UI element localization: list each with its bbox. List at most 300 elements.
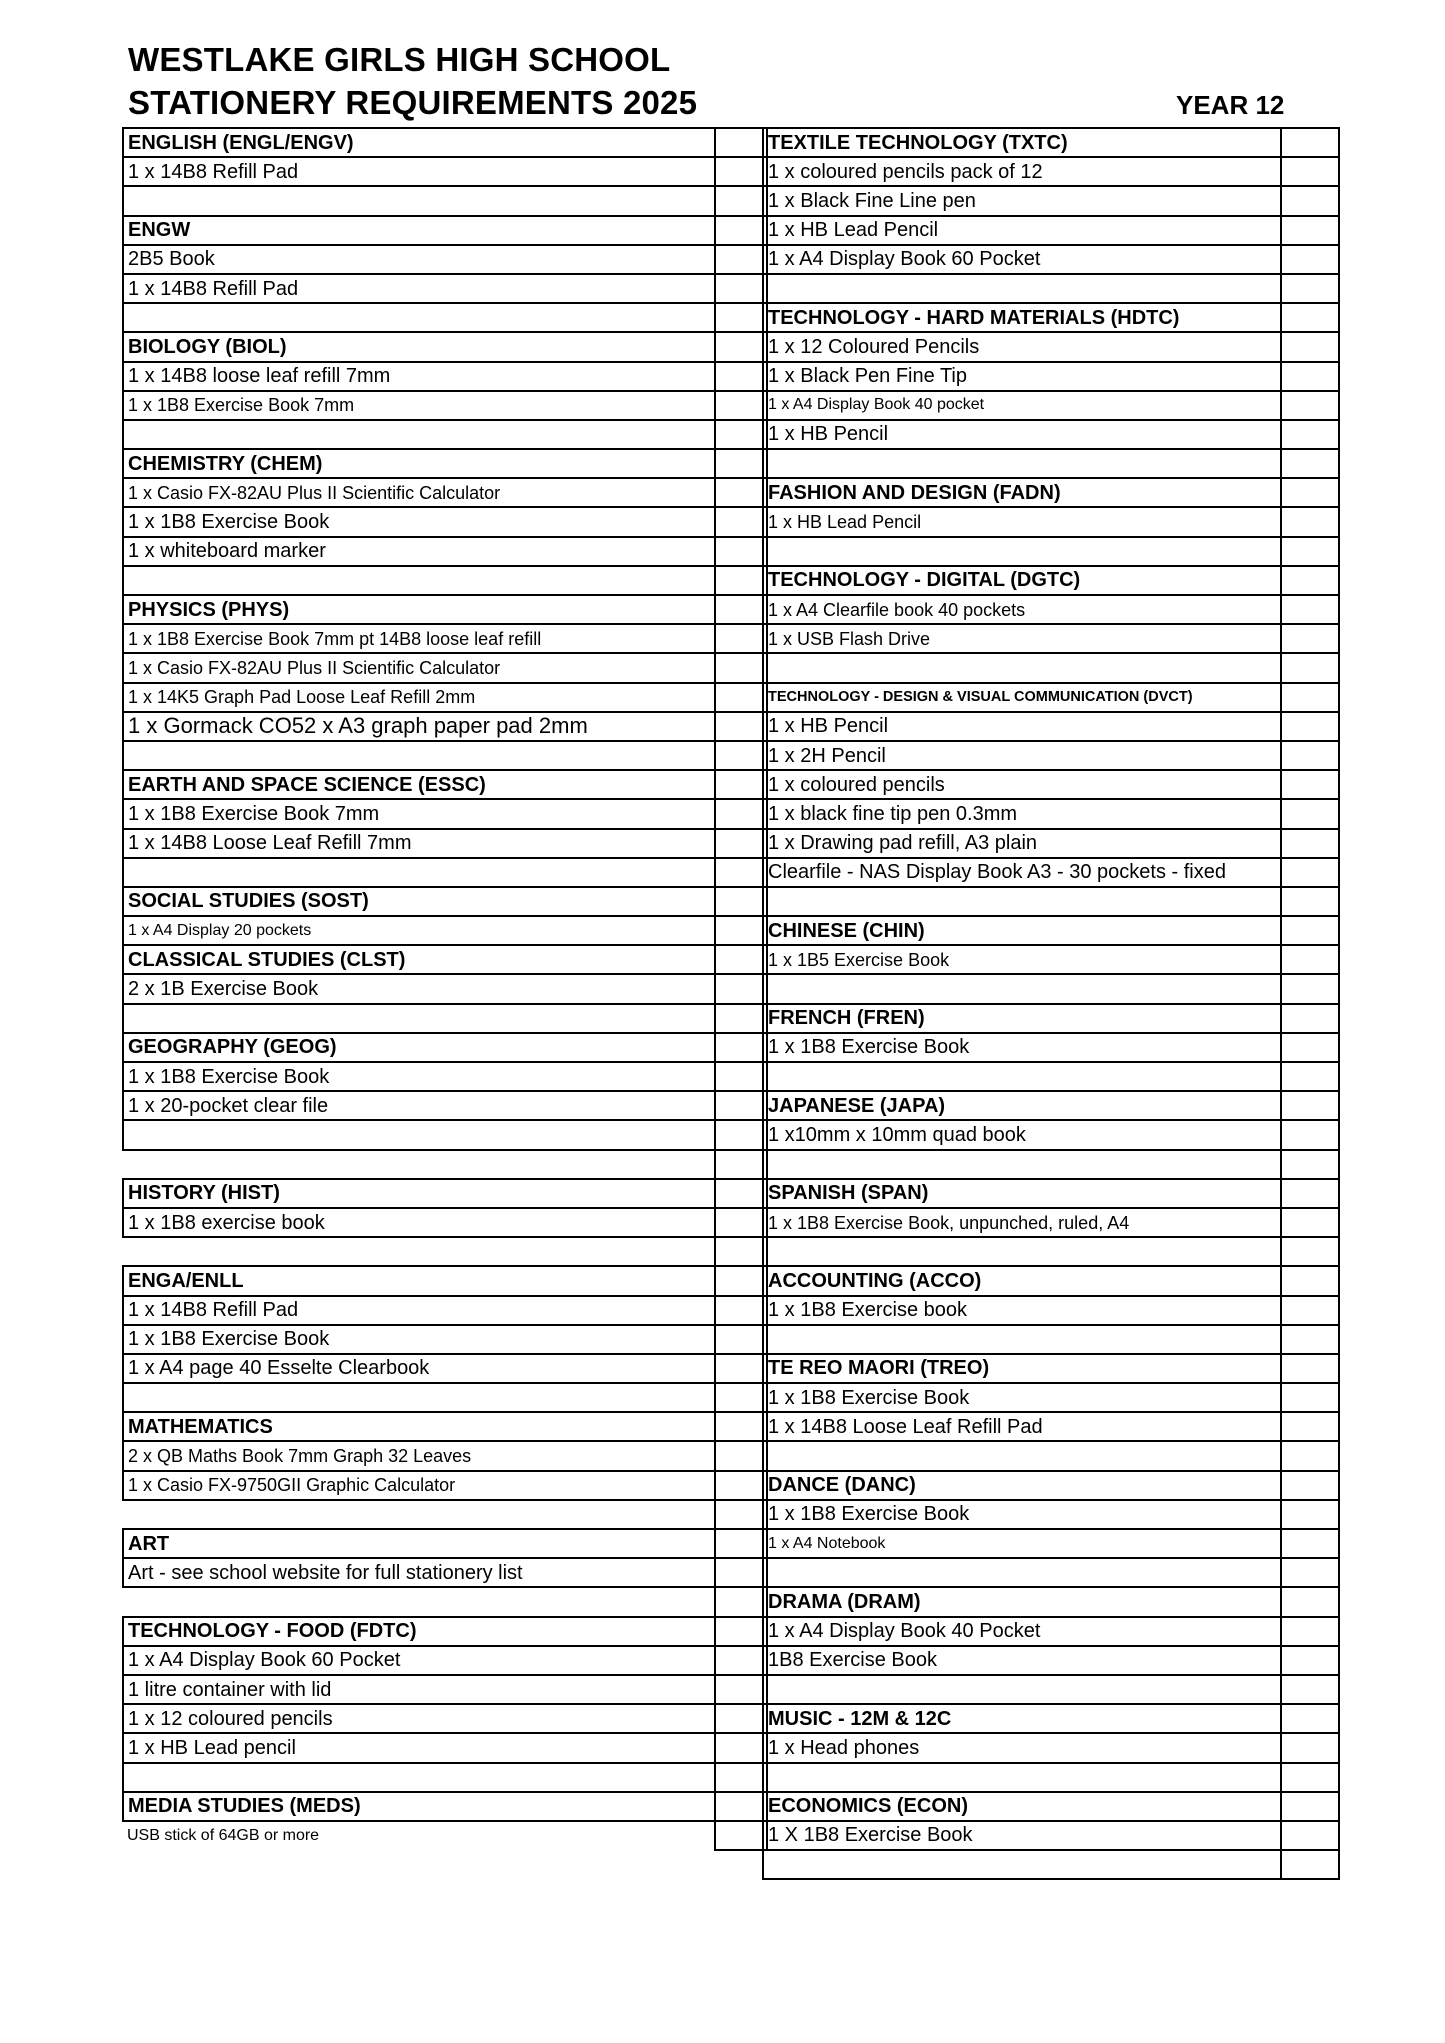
checkbox-cell[interactable]	[715, 1179, 767, 1208]
item-row	[123, 829, 767, 858]
checkbox-cell[interactable]	[1281, 741, 1339, 770]
stationery-item: 1 x whiteboard marker	[123, 537, 715, 566]
checkbox-cell[interactable]	[715, 1500, 767, 1529]
school-name: WESTLAKE GIRLS HIGH SCHOOL	[128, 41, 671, 78]
stationery-item: 1 x Head phones	[763, 1733, 1281, 1762]
stationery-item: 2 x 1B Exercise Book	[123, 974, 715, 1003]
subject-heading: TEXTILE TECHNOLOGY (TXTC)	[763, 128, 1281, 157]
checkbox-cell[interactable]	[1281, 216, 1339, 245]
stationery-item: 1 x A4 Display Book 40 Pocket	[763, 1617, 1281, 1646]
stationery-item: 1 x A4 Display 20 pockets	[123, 916, 715, 945]
checkbox-cell[interactable]	[715, 128, 767, 157]
checkbox-cell[interactable]	[1281, 624, 1339, 653]
checkbox-cell[interactable]	[715, 420, 767, 449]
subject-heading: MEDIA STUDIES (MEDS)	[123, 1792, 715, 1821]
stationery-item	[123, 741, 715, 770]
item-row	[763, 858, 1339, 887]
subject-heading-row	[123, 128, 767, 157]
checkbox-cell[interactable]	[1281, 1500, 1339, 1529]
stationery-item	[763, 449, 1281, 478]
checkbox-cell[interactable]	[715, 1325, 767, 1354]
checkbox-cell[interactable]	[715, 1412, 767, 1441]
stationery-item	[763, 1441, 1281, 1470]
item-row	[123, 1091, 767, 1120]
stationery-item	[123, 1587, 715, 1616]
subject-heading-row	[123, 1529, 767, 1558]
subject-heading-row	[763, 1354, 1339, 1383]
stationery-item: 1 x 20-pocket clear file	[123, 1091, 715, 1120]
item-row	[123, 1383, 767, 1412]
checkbox-cell[interactable]	[1281, 391, 1339, 420]
checkbox-cell[interactable]	[715, 507, 767, 536]
stationery-item	[123, 1120, 715, 1149]
checkbox-cell[interactable]	[1281, 478, 1339, 507]
subject-heading-row	[123, 1033, 767, 1062]
item-row	[763, 1033, 1339, 1062]
item-row	[123, 157, 767, 186]
checkbox-cell[interactable]	[715, 1296, 767, 1325]
subject-heading: MUSIC - 12M & 12C	[763, 1704, 1281, 1733]
checkbox-cell[interactable]	[1281, 1733, 1339, 1762]
subject-heading: ENGW	[123, 216, 715, 245]
stationery-item: 1 X 1B8 Exercise Book	[763, 1821, 1281, 1850]
checkbox-cell[interactable]	[1281, 1617, 1339, 1646]
item-row	[763, 1821, 1339, 1850]
stationery-item: 1 x Casio FX-9750GII Graphic Calculator	[123, 1471, 715, 1500]
subject-heading-row	[763, 1004, 1339, 1033]
checkbox-cell[interactable]	[1281, 1821, 1339, 1850]
item-row	[763, 712, 1339, 741]
stationery-item: 1 x 1B5 Exercise Book	[763, 945, 1281, 974]
checkbox-cell[interactable]	[1281, 566, 1339, 595]
stationery-item	[763, 653, 1281, 682]
item-row	[763, 157, 1339, 186]
checkbox-cell[interactable]	[715, 653, 767, 682]
stationery-item: USB stick of 64GB or more	[123, 1821, 715, 1850]
year-label: YEAR 12	[1176, 90, 1285, 120]
item-row	[763, 1296, 1339, 1325]
stationery-item: 1 x10mm x 10mm quad book	[763, 1120, 1281, 1149]
checkbox-cell[interactable]	[715, 1529, 767, 1558]
subject-heading: GEOGRAPHY (GEOG)	[123, 1033, 715, 1062]
checkbox-cell[interactable]	[1281, 858, 1339, 887]
stationery-item: 1 x Casio FX-82AU Plus II Scientific Calculator	[123, 653, 715, 682]
subject-heading-row	[763, 566, 1339, 595]
item-row	[123, 1558, 767, 1587]
item-row	[123, 245, 767, 274]
item-row	[123, 478, 767, 507]
checkbox-cell[interactable]	[1281, 974, 1339, 1003]
subject-heading: TE REO MAORI (TREO)	[763, 1354, 1281, 1383]
checkbox-cell[interactable]	[1281, 274, 1339, 303]
checkbox-cell[interactable]	[1281, 712, 1339, 741]
stationery-item: 1 x A4 Clearfile book 40 pockets	[763, 595, 1281, 624]
checkbox-cell[interactable]	[1281, 303, 1339, 332]
item-row	[763, 507, 1339, 536]
checkbox-cell[interactable]	[1281, 1354, 1339, 1383]
checkbox-cell[interactable]	[715, 1441, 767, 1470]
checkbox-cell[interactable]	[715, 186, 767, 215]
checkbox-cell[interactable]	[1281, 945, 1339, 974]
item-row	[763, 1733, 1339, 1762]
item-row	[763, 186, 1339, 215]
subject-heading: CHEMISTRY (CHEM)	[123, 449, 715, 478]
item-row	[763, 1208, 1339, 1237]
stationery-item	[123, 420, 715, 449]
item-row	[123, 1150, 767, 1179]
checkbox-cell[interactable]	[1281, 595, 1339, 624]
checkbox-cell[interactable]	[1281, 1587, 1339, 1616]
checkbox-cell[interactable]	[715, 1558, 767, 1587]
checkbox-cell[interactable]	[1281, 537, 1339, 566]
checkbox-cell[interactable]	[1281, 1471, 1339, 1500]
item-row	[763, 1850, 1339, 1879]
item-row	[763, 945, 1339, 974]
subject-heading: FRENCH (FREN)	[763, 1004, 1281, 1033]
item-row	[763, 595, 1339, 624]
stationery-item	[123, 1150, 715, 1179]
checkbox-cell[interactable]	[715, 303, 767, 332]
item-row	[123, 420, 767, 449]
item-row	[123, 1587, 767, 1616]
checkbox-cell[interactable]	[715, 1354, 767, 1383]
checkbox-cell[interactable]	[715, 595, 767, 624]
checkbox-cell[interactable]	[715, 1208, 767, 1237]
item-row	[123, 653, 767, 682]
subject-heading-row	[123, 945, 767, 974]
checkbox-cell[interactable]	[715, 1704, 767, 1733]
stationery-item: 1 x 1B8 Exercise book	[763, 1296, 1281, 1325]
checkbox-cell[interactable]	[715, 1587, 767, 1616]
subject-heading: ENGLISH (ENGL/ENGV)	[123, 128, 715, 157]
checkbox-cell[interactable]	[1281, 1850, 1339, 1879]
stationery-item: 2B5 Book	[123, 245, 715, 274]
item-row	[123, 741, 767, 770]
item-row	[763, 1441, 1339, 1470]
subject-heading-row	[763, 128, 1339, 157]
item-row	[123, 1354, 767, 1383]
checkbox-cell[interactable]	[715, 1033, 767, 1062]
checkbox-cell[interactable]	[715, 1792, 767, 1821]
stationery-item: 1 x 12 Coloured Pencils	[763, 332, 1281, 361]
item-row	[763, 1529, 1339, 1558]
item-row	[123, 186, 767, 215]
item-row	[123, 566, 767, 595]
stationery-item: 1 x 1B8 Exercise Book	[763, 1033, 1281, 1062]
checkbox-cell[interactable]	[1281, 245, 1339, 274]
stationery-item: 1 x Drawing pad refill, A3 plain	[763, 829, 1281, 858]
page-title: STATIONERY REQUIREMENTS 2025	[128, 84, 698, 121]
checkbox-cell[interactable]	[715, 1091, 767, 1120]
checkbox-cell[interactable]	[715, 624, 767, 653]
subject-heading-row	[763, 303, 1339, 332]
checkbox-cell[interactable]	[715, 1062, 767, 1091]
subject-heading: ART	[123, 1529, 715, 1558]
checkbox-cell[interactable]	[715, 916, 767, 945]
subject-heading-row	[123, 1792, 767, 1821]
item-row	[763, 1558, 1339, 1587]
item-row	[763, 1383, 1339, 1412]
stationery-item: 1B8 Exercise Book	[763, 1646, 1281, 1675]
subject-heading: ECONOMICS (ECON)	[763, 1792, 1281, 1821]
subject-heading-row	[763, 1471, 1339, 1500]
item-row	[763, 1150, 1339, 1179]
checkbox-cell[interactable]	[1281, 1529, 1339, 1558]
checkbox-cell[interactable]	[1281, 1296, 1339, 1325]
subject-heading-row	[763, 1587, 1339, 1616]
stationery-item: 1 x A4 Display Book 40 pocket	[763, 391, 1281, 420]
item-row	[123, 916, 767, 945]
checkbox-cell[interactable]	[715, 1733, 767, 1762]
stationery-item: 1 x 1B8 Exercise Book	[763, 1500, 1281, 1529]
checkbox-cell[interactable]	[715, 1383, 767, 1412]
stationery-item: Art - see school website for full stationery list	[123, 1558, 715, 1587]
stationery-item	[763, 1150, 1281, 1179]
subject-heading: JAPANESE (JAPA)	[763, 1091, 1281, 1120]
checkbox-cell[interactable]	[715, 887, 767, 916]
checkbox-cell[interactable]	[1281, 829, 1339, 858]
stationery-item: 1 x 1B8 Exercise Book	[123, 1062, 715, 1091]
item-row	[123, 1704, 767, 1733]
subject-heading: TECHNOLOGY - DIGITAL (DGTC)	[763, 566, 1281, 595]
checkbox-cell[interactable]	[1281, 887, 1339, 916]
checkbox-cell[interactable]	[1281, 1237, 1339, 1266]
item-row	[763, 216, 1339, 245]
checkbox-cell[interactable]	[1281, 449, 1339, 478]
item-row	[763, 770, 1339, 799]
item-row	[123, 391, 767, 420]
stationery-item	[123, 858, 715, 887]
stationery-item: 1 x Black Pen Fine Tip	[763, 362, 1281, 391]
checkbox-cell[interactable]	[1281, 1704, 1339, 1733]
checkbox-cell[interactable]	[715, 974, 767, 1003]
checkbox-cell[interactable]	[715, 1617, 767, 1646]
checkbox-cell[interactable]	[1281, 770, 1339, 799]
stationery-item: 1 x 14B8 Refill Pad	[123, 274, 715, 303]
checkbox-cell[interactable]	[1281, 1004, 1339, 1033]
item-row	[763, 653, 1339, 682]
stationery-item: 1 x Black Fine Line pen	[763, 186, 1281, 215]
item-row	[123, 537, 767, 566]
checkbox-cell[interactable]	[1281, 332, 1339, 361]
stationery-item: 1 x USB Flash Drive	[763, 624, 1281, 653]
stationery-item: Clearfile - NAS Display Book A3 - 30 pockets - fixed	[763, 858, 1281, 887]
stationery-item	[123, 303, 715, 332]
stationery-item: 1 x HB Pencil	[763, 420, 1281, 449]
subject-heading: BIOLOGY (BIOL)	[123, 332, 715, 361]
item-row	[763, 829, 1339, 858]
item-row	[763, 799, 1339, 828]
checkbox-cell[interactable]	[715, 1821, 767, 1850]
stationery-item: 1 x 14B8 Loose Leaf Refill 7mm	[123, 829, 715, 858]
item-row	[763, 391, 1339, 420]
subject-heading: TECHNOLOGY - HARD MATERIALS (HDTC)	[763, 303, 1281, 332]
checkbox-cell[interactable]	[1281, 1266, 1339, 1295]
item-row	[763, 245, 1339, 274]
subject-heading-row	[763, 1704, 1339, 1733]
stationery-item	[123, 1500, 715, 1529]
checkbox-cell[interactable]	[1281, 362, 1339, 391]
checkbox-cell[interactable]	[715, 478, 767, 507]
stationery-item	[123, 1383, 715, 1412]
checkbox-cell[interactable]	[715, 1150, 767, 1179]
stationery-item: 1 x A4 Display Book 60 Pocket	[123, 1646, 715, 1675]
checkbox-cell[interactable]	[715, 391, 767, 420]
stationery-item: 1 x HB Lead pencil	[123, 1733, 715, 1762]
stationery-item: 1 x Casio FX-82AU Plus II Scientific Calculator	[123, 478, 715, 507]
stationery-item	[123, 1763, 715, 1792]
subject-heading-row	[123, 1412, 767, 1441]
item-row	[123, 1120, 767, 1149]
item-row	[763, 1675, 1339, 1704]
item-row	[123, 362, 767, 391]
checkbox-cell[interactable]	[1281, 1412, 1339, 1441]
item-row	[123, 1208, 767, 1237]
checkbox-cell[interactable]	[715, 362, 767, 391]
checkbox-cell[interactable]	[1281, 157, 1339, 186]
checkbox-cell[interactable]	[715, 216, 767, 245]
stationery-item: 1 x 1B8 Exercise Book 7mm pt 14B8 loose leaf refill	[123, 624, 715, 653]
item-row	[763, 332, 1339, 361]
subject-heading: PHYSICS (PHYS)	[123, 595, 715, 624]
checkbox-cell[interactable]	[1281, 1179, 1339, 1208]
item-row	[123, 1062, 767, 1091]
stationery-item	[763, 974, 1281, 1003]
subject-heading-row	[123, 449, 767, 478]
stationery-item: 1 x 1B8 Exercise Book, unpunched, ruled, A4	[763, 1208, 1281, 1237]
checkbox-cell[interactable]	[1281, 420, 1339, 449]
checkbox-cell[interactable]	[715, 741, 767, 770]
item-row	[763, 1120, 1339, 1149]
item-row	[763, 1763, 1339, 1792]
subject-heading: EARTH AND SPACE SCIENCE (ESSC)	[123, 770, 715, 799]
subject-heading-row	[123, 887, 767, 916]
stationery-item: 1 x 12 coloured pencils	[123, 1704, 715, 1733]
item-row	[123, 1004, 767, 1033]
stationery-item: 1 x 14B8 Loose Leaf Refill Pad	[763, 1412, 1281, 1441]
stationery-item	[763, 1558, 1281, 1587]
checkbox-cell[interactable]	[715, 1266, 767, 1295]
item-row	[763, 1237, 1339, 1266]
checkbox-cell[interactable]	[715, 1237, 767, 1266]
checkbox-cell[interactable]	[715, 829, 767, 858]
subject-heading-row	[123, 1266, 767, 1295]
checkbox-cell[interactable]	[715, 683, 767, 712]
checkbox-cell[interactable]	[1281, 1208, 1339, 1237]
checkbox-cell[interactable]	[715, 157, 767, 186]
stationery-item	[123, 186, 715, 215]
item-row	[123, 1646, 767, 1675]
checkbox-cell[interactable]	[1281, 1558, 1339, 1587]
stationery-item: 1 x 1B8 Exercise Book	[763, 1383, 1281, 1412]
item-row	[123, 274, 767, 303]
subject-heading-row	[123, 332, 767, 361]
item-row	[763, 274, 1339, 303]
checkbox-cell[interactable]	[1281, 1763, 1339, 1792]
checkbox-cell[interactable]	[715, 537, 767, 566]
checkbox-cell[interactable]	[1281, 1033, 1339, 1062]
stationery-item: 1 x Gormack CO52 x A3 graph paper pad 2mm	[123, 712, 715, 741]
item-row	[123, 507, 767, 536]
checkbox-cell[interactable]	[715, 274, 767, 303]
item-row	[123, 1500, 767, 1529]
stationery-item	[123, 1004, 715, 1033]
checkbox-cell[interactable]	[1281, 128, 1339, 157]
checkbox-cell[interactable]	[1281, 1062, 1339, 1091]
subject-heading: MATHEMATICS	[123, 1412, 715, 1441]
item-row	[123, 303, 767, 332]
checkbox-cell[interactable]	[715, 449, 767, 478]
checkbox-cell[interactable]	[715, 1675, 767, 1704]
checkbox-cell[interactable]	[715, 1646, 767, 1675]
left-stationery-table	[122, 127, 768, 1851]
checkbox-cell[interactable]	[1281, 916, 1339, 945]
stationery-item: 1 x 1B8 Exercise Book	[123, 1325, 715, 1354]
checkbox-cell[interactable]	[715, 712, 767, 741]
checkbox-cell[interactable]	[715, 332, 767, 361]
stationery-item: 1 x 1B8 Exercise Book 7mm	[123, 799, 715, 828]
stationery-item: 1 x 14B8 Refill Pad	[123, 157, 715, 186]
stationery-item	[763, 1763, 1281, 1792]
item-row	[763, 449, 1339, 478]
checkbox-cell[interactable]	[1281, 1441, 1339, 1470]
checkbox-cell[interactable]	[715, 799, 767, 828]
subject-heading-row	[123, 595, 767, 624]
item-row	[763, 537, 1339, 566]
checkbox-cell[interactable]	[1281, 683, 1339, 712]
subject-heading-row	[123, 216, 767, 245]
checkbox-cell[interactable]	[715, 858, 767, 887]
stationery-item	[763, 274, 1281, 303]
checkbox-cell[interactable]	[1281, 1383, 1339, 1412]
stationery-item: 1 x HB Lead Pencil	[763, 507, 1281, 536]
stationery-item: 2 x QB Maths Book 7mm Graph 32 Leaves	[123, 1441, 715, 1470]
item-row	[123, 1441, 767, 1470]
subject-heading-row	[763, 683, 1339, 712]
checkbox-cell[interactable]	[1281, 1792, 1339, 1821]
checkbox-cell[interactable]	[1281, 1646, 1339, 1675]
checkbox-cell[interactable]	[1281, 507, 1339, 536]
checkbox-cell[interactable]	[1281, 653, 1339, 682]
checkbox-cell[interactable]	[1281, 1675, 1339, 1704]
stationery-item: 1 x 1B8 Exercise Book	[123, 507, 715, 536]
subject-heading-row	[123, 770, 767, 799]
item-row	[123, 624, 767, 653]
subject-heading: DRAMA (DRAM)	[763, 1587, 1281, 1616]
stationery-item: 1 x HB Pencil	[763, 712, 1281, 741]
checkbox-cell[interactable]	[1281, 799, 1339, 828]
checkbox-cell[interactable]	[715, 770, 767, 799]
checkbox-cell[interactable]	[715, 1763, 767, 1792]
checkbox-cell[interactable]	[715, 1471, 767, 1500]
item-row	[123, 1821, 767, 1850]
checkbox-cell[interactable]	[1281, 1150, 1339, 1179]
checkbox-cell[interactable]	[1281, 1325, 1339, 1354]
subject-heading: CHINESE (CHIN)	[763, 916, 1281, 945]
checkbox-cell[interactable]	[715, 1004, 767, 1033]
checkbox-cell[interactable]	[1281, 1120, 1339, 1149]
checkbox-cell[interactable]	[1281, 186, 1339, 215]
checkbox-cell[interactable]	[715, 245, 767, 274]
checkbox-cell[interactable]	[715, 945, 767, 974]
stationery-item: 1 x coloured pencils	[763, 770, 1281, 799]
checkbox-cell[interactable]	[715, 566, 767, 595]
subject-heading-row	[763, 1091, 1339, 1120]
checkbox-cell[interactable]	[715, 1120, 767, 1149]
subject-heading-row	[123, 1617, 767, 1646]
stationery-item	[763, 1850, 1281, 1879]
checkbox-cell[interactable]	[1281, 1091, 1339, 1120]
